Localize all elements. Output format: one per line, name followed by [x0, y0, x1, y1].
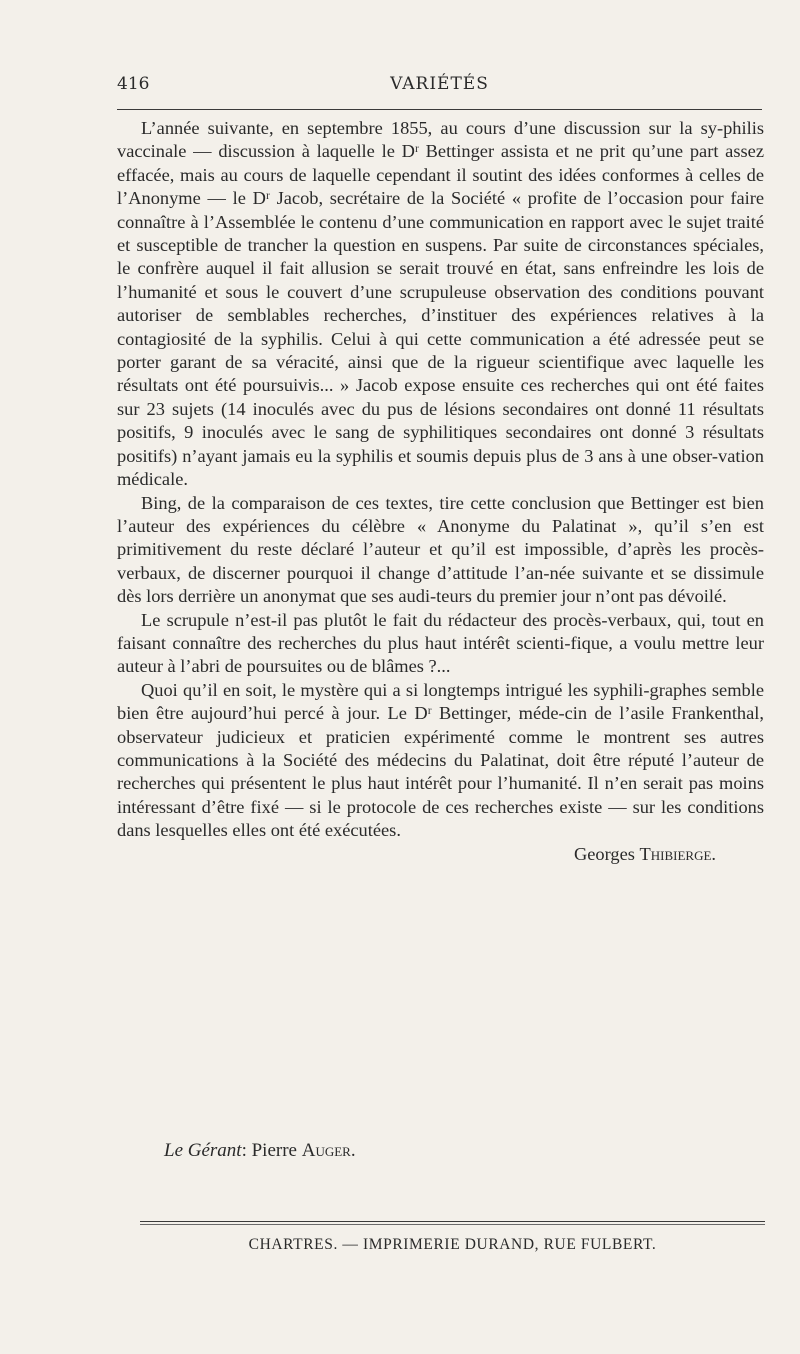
paragraph-4: Quoi qu’il en soit, le mystère qui a si longtemps intrigué les syphili-graphes semble bien être aujourd’hui percé à jour. Le Dʳ Bettinger, méde-cin de l’asile Frankenthal, observateur judicieux et praticien expérimenté comme le montrent ses autres communications à la Société des médecins du Palatinat, doit être réputé l’auteur de recherches qui présentent le plus haut intérêt pour l’humanité. Il n’en serait pas moins intéressant d’être fixé — si le protocole de ces recherches existe — sur les conditions dans lesquelles elles ont été exécutées.: [117, 679, 764, 841]
paragraph-2: Bing, de la comparaison de ces textes, tire cette conclusion que Bettinger est bien l’auteur des expériences du célèbre « Anonyme du Palatinat », qu’il s’en est primitivement du reste déclaré l’auteur et qu’il est impossible, d’après les procès-verbaux, de discerner pourquoi il change d’attitude l’an-née suivante et se dissimule dès lors derrière un anonymat que ses audi-teurs du premier jour n’ont pas dévoilé.: [117, 492, 764, 607]
running-title: VARIÉTÉS: [390, 74, 489, 94]
article-body: [117, 117, 764, 866]
gerant-line: [164, 1140, 356, 1162]
paragraph-3: Le scrupule n’est-il pas plutôt le fait du rédacteur des procès-verbaux, qui, tout en faisant connaître des recherches du plus haut intérêt scienti-fique, a voulu mettre leur auteur à l’abri de poursuites ou de blâmes ?...: [117, 609, 764, 677]
author-signature: [117, 843, 764, 866]
gerant-first-name: Pierre: [251, 1140, 297, 1161]
header-rule: [117, 109, 762, 110]
page-number: 416: [117, 74, 150, 94]
footer-rule: [140, 1221, 765, 1222]
gerant-last-name: Auger.: [301, 1140, 356, 1161]
author-last-name: Thibierge.: [639, 843, 716, 864]
page-header: [117, 74, 762, 100]
footer-rule-secondary: [140, 1224, 765, 1225]
paragraph-1: L’année suivante, en septembre 1855, au cours d’une discussion sur la sy-philis vaccinale — discussion à laquelle le Dʳ Bettinger assista et ne prit qu’une part assez effacée, mais au cours de laquelle cependant il soutint des idées conformes à celles de l’Anonyme — le Dʳ Jacob, secrétaire de la Société « profite de l’occasion pour faire connaître à l’Assemblée le contenu d’une communication en rapport avec le sujet traité et susceptible de trancher la question en suspens. Par suite de circonstances spéciales, le confrère auquel il fait allusion se serait trouvé en état, sans enfreindre les lois de l’humanité et sous le couvert d’une scrupuleuse observation des conditions pouvant autoriser de semblables recherches, d’instituer des expériences relatives à la contagiosité de la syphilis. Celui à qui cette communication a été adressée peut se porter garant de sa véracité, ainsi que de la rigueur scientifique avec laquelle les résultats ont été poursuivis... » Jacob expose ensuite ces recherches qui ont été faites sur 23 sujets (14 inoculés avec du pus de lésions secondaires ont donné 11 résultats positifs, 9 inoculés avec le sang de syphilitiques secondaires ont donné 3 résultats positifs) n’ayant jamais eu la syphilis et soumis depuis plus de 3 ans à une obser-vation médicale.: [117, 118, 764, 490]
author-first-name: Georges: [573, 843, 635, 864]
gerant-label: Le Gérant: [164, 1140, 242, 1161]
printer-imprint: CHARTRES. — IMPRIMERIE DURAND, RUE FULBERT.: [248, 1236, 657, 1253]
gerant-colon: :: [241, 1140, 247, 1161]
